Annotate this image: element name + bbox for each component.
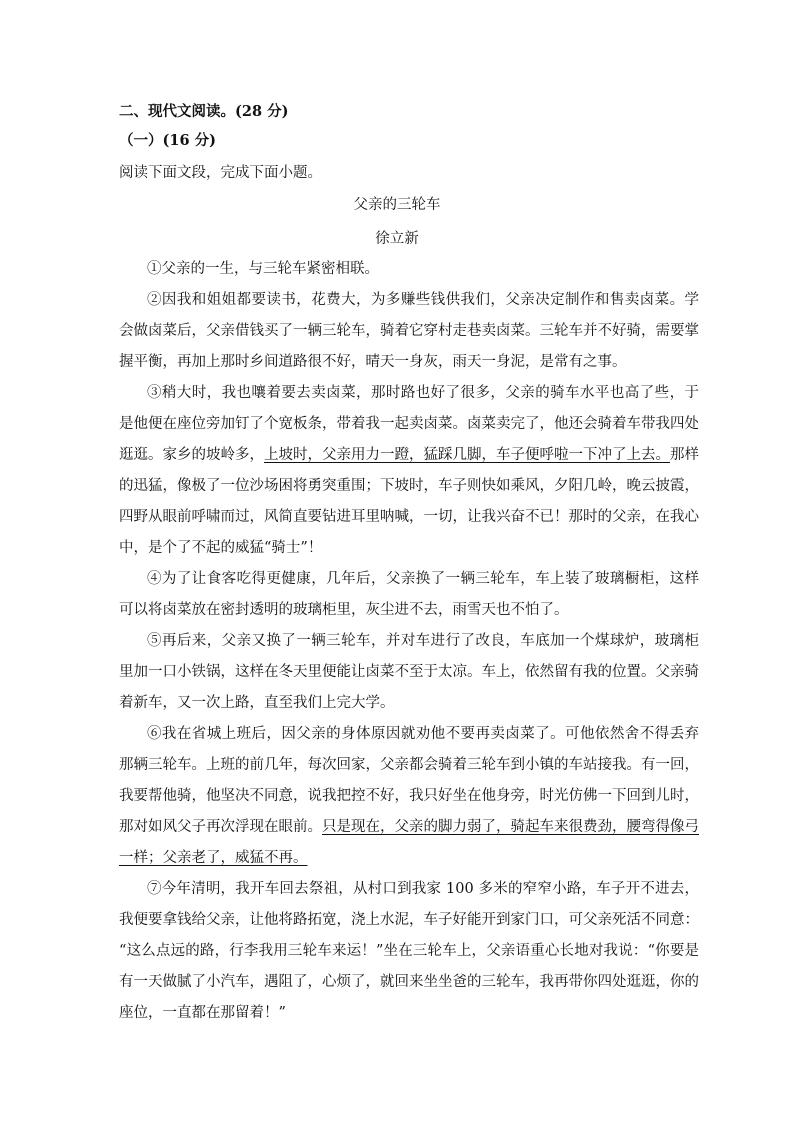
paragraph-3-text: 逛逛。家乡的坡岭多， xyxy=(119,447,264,463)
paragraph-7-line-1: ⑦今年清明，我开车回去祭祖，从村口到我家 100 多米的窄窄小路，车子开不进去， xyxy=(147,881,699,897)
section-heading: 二、现代文阅读。(28 分) xyxy=(119,103,289,120)
paragraph-3-line-5: 四野从眼前呼啸而过，风简直要钻进耳里呐喊，一切，让我兴奋不已！那时的父亲，在我心 xyxy=(119,509,699,525)
paragraph-3-line-6: 中，是个了不起的威猛“骑士”！ xyxy=(119,540,323,556)
paragraph-5-line-1: ⑤再后来，父亲又换了一辆三轮车，并对车进行了改良，车底加一个煤球炉，玻璃柜 xyxy=(147,633,699,649)
paragraph-1: ①父亲的一生，与三轮车紧密相联。 xyxy=(147,261,379,277)
paragraph-6-text: 那对如风父子再次浮现在眼前。 xyxy=(119,819,322,835)
paragraph-7-line-2: 我便要拿钱给父亲，让他将路拓宽，浇上水泥，车子好能开到家门口，可父亲死活不同意： xyxy=(119,912,699,928)
paragraph-5-line-2: 里加一口小铁锅，这样在冬天里便能让卤菜不至于太凉。车上，依然留有我的位置。父亲骑 xyxy=(119,664,699,680)
paragraph-3-line-2: 是他便在座位旁加钉了个宽板条，带着我一起卖卤菜。卤菜卖完了，他还会骑着车带我四处 xyxy=(119,416,699,432)
instruction: 阅读下面文段，完成下面小题。 xyxy=(119,165,322,181)
paragraph-4-line-2: 可以将卤菜放在密封透明的玻璃柜里，灰尘进不去，雨雪天也不怕了。 xyxy=(119,602,569,618)
paragraph-7-line-5: 座位，一直都在那留着！” xyxy=(119,1005,286,1021)
paragraph-6-line-3: 我要帮他骑，他坚决不同意，说我把控不好，我只好坐在他身旁，时光仿佛一下回到儿时， xyxy=(119,788,699,804)
paragraph-6-line-5 xyxy=(119,847,699,869)
paragraph-2-line-3: 握平衡，再加上那时乡间道路很不好，晴天一身灰，雨天一身泥，是常有之事。 xyxy=(119,354,627,370)
paragraph-3-line-1: ③稍大时，我也嚷着要去卖卤菜，那时路也好了很多，父亲的骑车水平也高了些，于 xyxy=(147,385,699,401)
paragraph-3-line-3 xyxy=(119,444,699,466)
underlined-sentence-2: 只是现在，父亲的脚力弱了，骑起车来很费劲，腰弯得像弓 xyxy=(322,819,699,835)
paragraph-5-line-3: 着新车，又一次上路，直至我们上完大学。 xyxy=(119,695,395,711)
paragraph-7-line-4: 有一天做腻了小汽车，遇阻了，心烦了，就回来坐坐爸的三轮车，我再带你四处逛逛，你的 xyxy=(119,974,699,990)
article-title: 父亲的三轮车 xyxy=(353,197,441,213)
paragraph-7-line-3: “这么点远的路，行李我用三轮车来运！”坐在三轮车上，父亲语重心长地对我说：“你要是 xyxy=(119,943,699,959)
paragraph-2-line-2: 会做卤菜后，父亲借钱买了一辆三轮车，骑着它穿村走巷卖卤菜。三轮车并不好骑，需要掌 xyxy=(119,323,699,339)
paragraph-4-line-1: ④为了让食客吃得更健康，几年后，父亲换了一辆三轮车，车上装了玻璃橱柜，这样 xyxy=(147,571,699,587)
underlined-sentence-1: 上坡时，父亲用力一蹬，猛踩几脚，车子便呼啦一下冲了上去。 xyxy=(264,447,670,463)
paragraph-6-line-1: ⑥我在省城上班后，因父亲的身体原因就劝他不要再卖卤菜了。可他依然舍不得丢弃 xyxy=(147,726,699,742)
sub-heading: （一）(16 分) xyxy=(119,132,216,149)
paragraph-2-line-1: ②因我和姐姐都要读书，花费大，为多赚些钱供我们，父亲决定制作和售卖卤菜。学 xyxy=(147,292,699,308)
article-author: 徐立新 xyxy=(375,231,419,247)
paragraph-6-line-2: 那辆三轮车。上班的前几年，每次回家，父亲都会骑着三轮车到小镇的车站接我。有一回， xyxy=(119,757,699,773)
paragraph-3-text: 那样 xyxy=(670,447,699,463)
paragraph-6-line-4 xyxy=(119,816,699,838)
underlined-sentence-2-end: 一样；父亲老了，威猛不再。 xyxy=(119,850,308,866)
paragraph-3-line-4: 的迅猛，像极了一位沙场困将勇突重围；下坡时，车子则快如乘风，夕阳几岭，晚云披霞， xyxy=(119,478,699,494)
